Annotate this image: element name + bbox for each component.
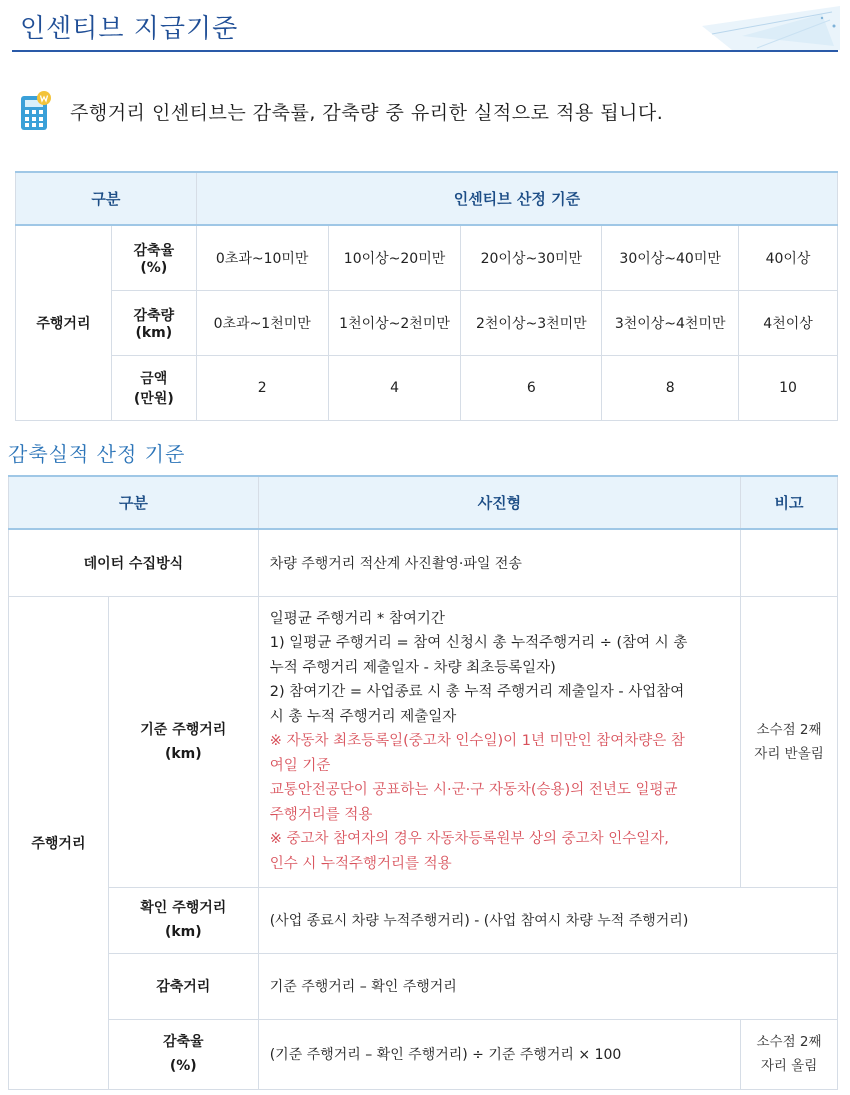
table-cell: (기준 주행거리 – 확인 주행거리) ÷ 기준 주행거리 × 100 [258,1019,740,1089]
warning-line: ※ 중고차 참여자의 경우 자동차등록원부 상의 중고차 인수일자, [269,831,669,848]
table-cell: 30이상~40미만 [602,225,739,290]
incentive-criteria-table [15,171,838,421]
title-divider [12,50,838,52]
warning-line: 교통안전공단이 공표하는 시·군·구 자동차(승용)의 전년도 일평균 [269,782,678,799]
column-header-photo-type: 사진형 [258,476,740,529]
table-header-row [9,476,838,529]
row-label-unit: (만원) [133,390,174,407]
table-cell: 3천이상~4천미만 [602,290,739,355]
row-label-amount [111,355,196,420]
table-cell: 6 [461,355,602,420]
remarks-round-up [741,1019,838,1089]
column-header-category: 구분 [9,476,259,529]
calculator-icon [20,90,52,132]
row-label-unit: (km) [135,324,173,341]
group-label-mileage: 주행거리 [9,596,109,1089]
description-line: 2) 참여기간 = 사업종료 시 총 누적 주행거리 제출일자 - 사업참여 [269,684,685,701]
table-row [16,290,838,355]
table-cell: 40이상 [739,225,838,290]
row-label-line: 감축량 [133,307,175,324]
table-cell: 2천이상~3천미만 [461,290,602,355]
remarks-line: 소수점 2째 [756,721,822,738]
description-line: 일평균 주행거리 * 참여기간 [269,610,445,627]
row-label-unit: (%) [140,259,168,276]
remarks-line: 자리 올림 [760,1058,818,1074]
row-label-reduction-rate [111,225,196,290]
row-label-reduction-amount [111,290,196,355]
table-cell: 0초과~10미만 [196,225,328,290]
table-cell: 기준 주행거리 – 확인 주행거리 [258,953,837,1019]
table-row [9,887,838,953]
description-line: 시 총 누적 주행거리 제출일자 [269,708,457,725]
table-cell: (사업 종료시 차량 누적주행거리) - (사업 참여시 차량 누적 주행거리) [258,887,837,953]
notice-text: 주행거리 인센티브는 감축률, 감축량 중 유리한 실적으로 적용 됩니다. [70,101,664,124]
table-cell: 2 [196,355,328,420]
table-cell: 0초과~1천미만 [196,290,328,355]
row-label-unit: (km) [164,924,202,940]
table-cell: 1천이상~2천미만 [328,290,461,355]
remarks-rounding [741,596,838,887]
row-label-line: 기준 주행거리 [140,721,227,738]
row-label-line: 확인 주행거리 [140,900,227,916]
table-row [9,529,838,596]
notice-row [20,90,663,132]
warning-line: 주행거리를 적용 [269,806,373,823]
row-label-data-collection: 데이터 수집방식 [9,529,259,596]
table-cell-empty [741,529,838,596]
column-header-criteria: 인센티브 산정 기준 [196,172,837,225]
table-row [9,596,838,887]
reduction-criteria-table [8,475,838,1090]
table-cell: 차량 주행거리 적산계 사진촬영·파일 전송 [258,529,740,596]
row-label-base-distance [108,596,258,887]
row-label-reduction-rate [108,1019,258,1089]
remarks-line: 자리 반올림 [754,745,824,762]
table-header-row [16,172,838,225]
table-cell: 4 [328,355,461,420]
row-label-confirmed-distance [108,887,258,953]
warning-line: ※ 자동차 최초등록일(중고차 인수일)이 1년 미만인 참여차량은 참 [269,733,685,750]
table-row [16,355,838,420]
table-row [9,1019,838,1089]
remarks-line: 소수점 2째 [756,1034,822,1050]
page-title: 인센티브 지급기준 [20,14,239,44]
row-label-unit: (km) [164,745,202,762]
row-label-line: 감축율 [163,1034,204,1050]
row-label-unit: (%) [169,1058,197,1074]
base-distance-description [258,596,740,887]
table-cell: 10 [739,355,838,420]
description-line: 누적 주행거리 제출일자 - 차량 최초등록일자) [269,659,556,676]
warning-line: 인수 시 누적주행거리를 적용 [269,855,452,872]
table-cell: 8 [602,355,739,420]
table-row [9,953,838,1019]
description-line: 1) 일평균 주행거리 = 참여 신청시 총 누적주행거리 ÷ (참여 시 총 [269,635,688,652]
table-cell: 20이상~30미만 [461,225,602,290]
table-cell: 4천이상 [739,290,838,355]
decorative-corner-graphic [702,6,840,50]
column-header-remarks: 비고 [741,476,838,529]
section-title: 감축실적 산정 기준 [8,442,186,466]
row-label-line: 감축율 [133,242,175,259]
column-header-category: 구분 [16,172,197,225]
table-cell: 10이상~20미만 [328,225,461,290]
row-label-line: 금액 [140,370,168,387]
table-row [16,225,838,290]
group-label-mileage: 주행거리 [16,225,112,420]
warning-line: 여일 기준 [269,757,331,774]
row-label-reduced-distance: 감축거리 [108,953,258,1019]
